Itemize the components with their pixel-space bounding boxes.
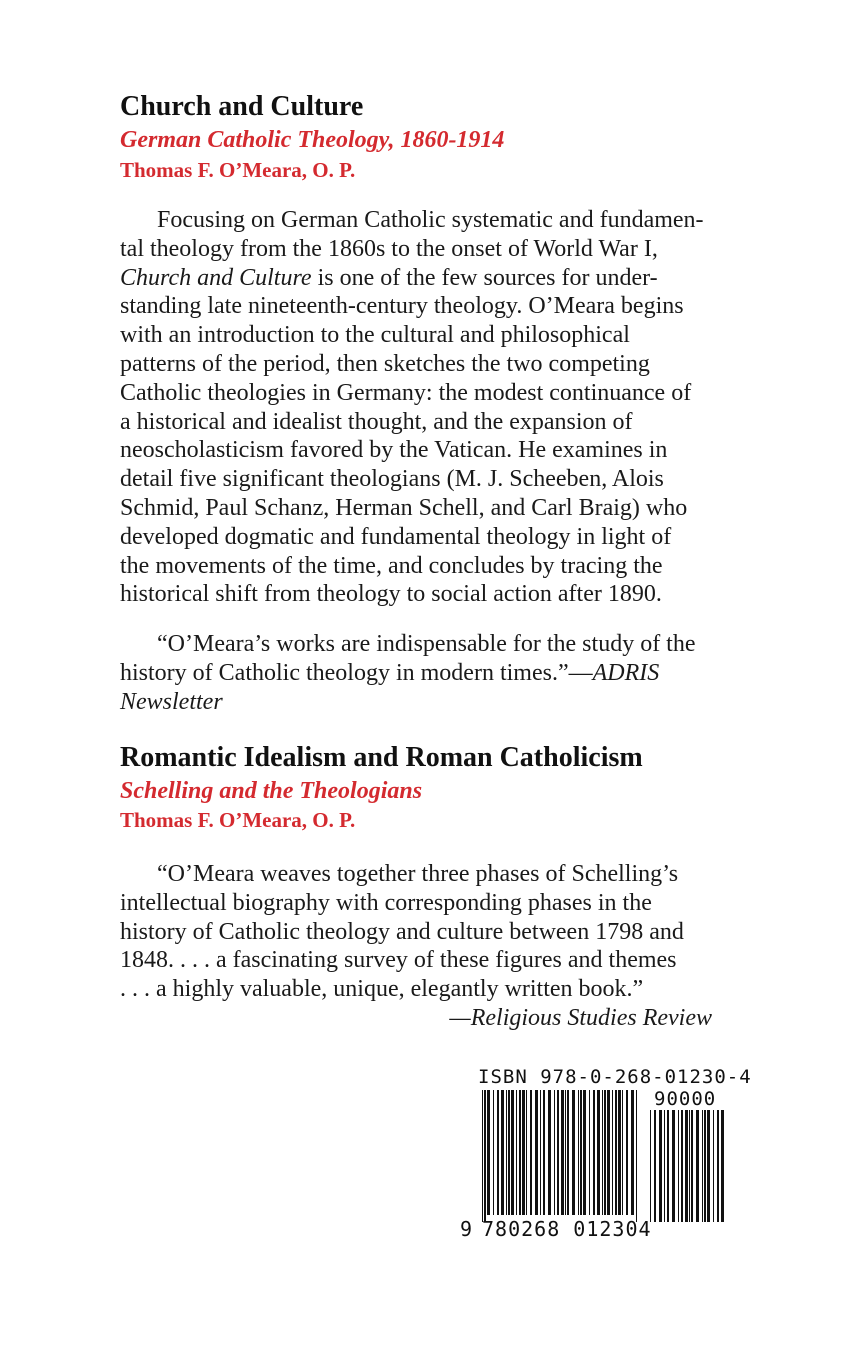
text-run: tal theology from the 1860s to the onset of World War I,: [120, 235, 658, 262]
text-line: [120, 975, 760, 1004]
barcode-bar: [721, 1110, 724, 1222]
text-line: [120, 552, 760, 581]
barcode-bar: [717, 1110, 719, 1222]
barcode-bar: [583, 1090, 586, 1215]
barcode-bar: [678, 1110, 679, 1222]
book2-attribution-wrap: [120, 1004, 760, 1033]
barcode-bar: [526, 1090, 527, 1215]
isbn-label: ISBN 978-0-268-01230-4: [478, 1066, 752, 1088]
text-run: the movements of the time, and concludes by tracing the: [120, 552, 663, 579]
barcode-bar: [522, 1090, 525, 1215]
barcode-bar: [602, 1090, 603, 1215]
text-line: [120, 918, 760, 947]
text-run: “O’Meara weaves together three phases of Schelling’s: [157, 861, 679, 887]
text-run: Catholic theologies in Germany: the modest continuance of: [120, 379, 692, 406]
barcode-bar: [681, 1110, 683, 1222]
barcode-bar: [612, 1090, 613, 1215]
text-line: [120, 379, 760, 408]
barcode-bar: [548, 1090, 551, 1215]
barcode-bar: [650, 1110, 651, 1222]
text-run: a historical and idealist thought, and the expansion of: [120, 408, 633, 435]
text-line: [120, 523, 760, 552]
barcode-bar: [554, 1090, 555, 1215]
italic-text: ADRIS: [592, 659, 660, 686]
barcode-bar: [713, 1110, 714, 1222]
text-line: [120, 465, 760, 494]
barcode-bar: [565, 1090, 566, 1215]
barcode-bar: [704, 1110, 706, 1222]
barcode-bar: [618, 1090, 621, 1215]
barcode-bar: [593, 1090, 595, 1215]
text-line: [120, 264, 760, 293]
text-run: Focusing on German Catholic systematic and fundamen-: [157, 207, 704, 233]
barcode-bar: [580, 1090, 582, 1215]
barcode-bar: [636, 1090, 637, 1222]
text-run: standing late nineteenth-century theology. O’Meara begins: [120, 293, 684, 320]
text-line: [120, 659, 760, 688]
barcode-bar: [672, 1110, 675, 1222]
text-line: [120, 321, 760, 350]
book1-description: [120, 206, 760, 609]
barcode-bar: [535, 1090, 538, 1215]
text-run: 1848. . . . a fascinating survey of these figures and themes: [120, 947, 677, 974]
barcode-bar: [506, 1090, 507, 1215]
barcode-bar: [659, 1110, 662, 1222]
text-line: [120, 580, 760, 609]
barcode-bar: [540, 1090, 541, 1215]
barcode-bar: [519, 1090, 521, 1215]
barcode-bar: [561, 1090, 564, 1215]
text-line: [120, 350, 760, 379]
barcode-bar: [482, 1090, 483, 1222]
barcode-bar: [707, 1110, 710, 1222]
text-run: history of Catholic theology and culture between 1798 and: [120, 918, 684, 945]
text-line: [120, 630, 760, 659]
text-line: [120, 494, 760, 523]
barcode-bar: [493, 1090, 494, 1215]
barcode-bar: [567, 1090, 569, 1215]
isbn-barcode: [432, 1060, 752, 1245]
barcode-bar: [543, 1090, 545, 1215]
text-line: [120, 688, 760, 717]
barcode-bar: [631, 1090, 634, 1215]
barcode-bar: [685, 1110, 688, 1222]
text-line: [120, 206, 760, 235]
italic-text: Church and Culture: [120, 264, 312, 291]
barcode-bar: [511, 1090, 514, 1215]
book1-author: Thomas F. O’Meara, O. P.: [120, 158, 356, 182]
text-run: detail five significant theologians (M. J. Scheeben, Alois: [120, 466, 664, 493]
barcode-bar: [664, 1110, 665, 1222]
text-run: neoscholasticism favored by the Vatican. He examines in: [120, 437, 668, 464]
barcode-bar: [497, 1090, 499, 1215]
italic-text: Newsletter: [120, 688, 223, 715]
text-line: [120, 436, 760, 465]
barcode-bar: [622, 1090, 623, 1215]
barcode-bar: [696, 1110, 699, 1222]
barcode-bar: [626, 1090, 628, 1215]
barcode-bar: [689, 1110, 690, 1222]
text-run: historical shift from theology to social action after 1890.: [120, 581, 662, 608]
price-code: 90000: [654, 1088, 717, 1110]
barcode-bar: [508, 1090, 510, 1215]
barcode-bar: [557, 1090, 559, 1215]
barcode-bar: [604, 1090, 606, 1215]
barcode-bar: [691, 1110, 693, 1222]
barcode-bar: [607, 1090, 610, 1215]
text-line: [120, 408, 760, 437]
text-run: Schmid, Paul Schanz, Herman Schell, and Carl Braig) who: [120, 494, 688, 521]
barcode-bar: [578, 1090, 579, 1215]
barcode-bar: [487, 1090, 490, 1215]
text-run: “O’Meara’s works are indispensable for the study of the: [157, 631, 696, 657]
book2-title: Romantic Idealism and Roman Catholicism: [120, 742, 643, 773]
barcode-bar: [667, 1110, 669, 1222]
text-run: patterns of the period, then sketches the two competing: [120, 350, 650, 377]
book2-author: Thomas F. O’Meara, O. P.: [120, 808, 356, 832]
text-line: [120, 946, 760, 975]
barcode-bar: [589, 1090, 590, 1215]
barcode-bar: [516, 1090, 517, 1215]
barcode-bar: [572, 1090, 575, 1215]
text-run: with an introduction to the cultural and philosophical: [120, 322, 630, 349]
text-line: [120, 292, 760, 321]
text-run: developed dogmatic and fundamental theology in light of: [120, 523, 672, 550]
text-line: [120, 860, 760, 889]
barcode-bar: [484, 1090, 486, 1222]
book2-attribution: —Religious Studies Review: [449, 1005, 712, 1031]
barcode-bar: [654, 1110, 656, 1222]
text-run: intellectual biography with corresponding phases in the: [120, 889, 652, 916]
text-run: is one of the few sources for under-: [311, 264, 658, 291]
text-run: history of Catholic theology in modern times.”—: [120, 659, 593, 686]
barcode-bar: [615, 1090, 617, 1215]
book1-title: Church and Culture: [120, 91, 364, 122]
barcode-digits: 780268 012304: [482, 1217, 652, 1241]
book2-subtitle: Schelling and the Theologians: [120, 778, 423, 804]
barcode-bar: [501, 1090, 504, 1215]
book2-review-quote: [120, 860, 760, 1004]
text-line: [120, 235, 760, 264]
barcode-bar: [702, 1110, 703, 1222]
barcode-bar: [597, 1090, 600, 1215]
barcode-digits-prefix: 9: [460, 1217, 473, 1241]
text-line: [120, 889, 760, 918]
barcode-bar: [530, 1090, 532, 1215]
book1-subtitle: German Catholic Theology, 1860-1914: [120, 127, 505, 153]
book1-review-quote: [120, 630, 760, 716]
text-run: . . . a highly valuable, unique, elegantly written book.”: [120, 976, 644, 1003]
